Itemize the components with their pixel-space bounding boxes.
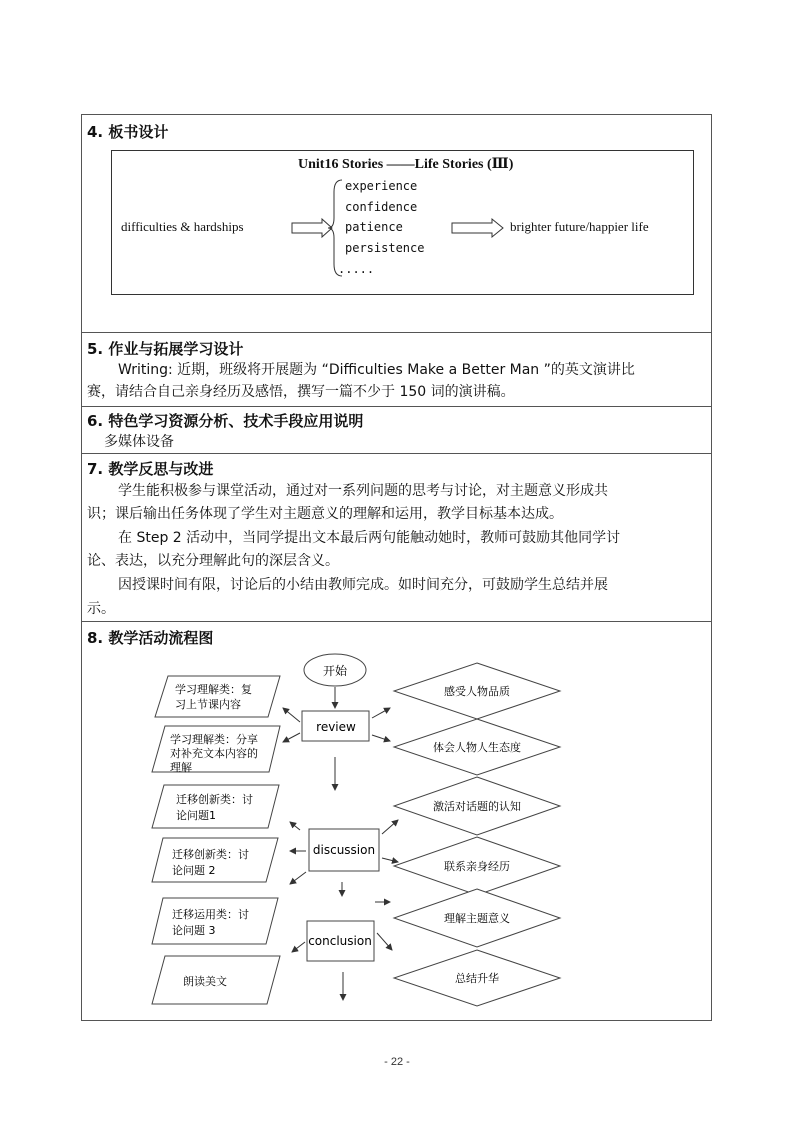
flow-review-label: review bbox=[316, 720, 356, 734]
flow-left-text: 迁移创新类：讨 bbox=[176, 793, 253, 806]
section-8-title: 8. 教学活动流程图 bbox=[87, 629, 214, 647]
reflection-text: 因授课时间有限，讨论后的小结由教师完成。如时间充分，可鼓励学生总结并展 bbox=[118, 577, 608, 593]
flow-left-box bbox=[152, 956, 280, 1004]
flow-diamond-text: 体会人物人生态度 bbox=[433, 741, 521, 754]
flow-conclusion bbox=[307, 921, 374, 961]
flow-left-text: 理解 bbox=[170, 761, 192, 774]
board-title: Unit16 Stories ——Life Stories (Ⅲ) bbox=[298, 157, 514, 172]
board-item: persistence bbox=[345, 241, 425, 255]
flow-left-text: 论问题 3 bbox=[172, 924, 216, 937]
flow-diamond-text: 激活对话题的认知 bbox=[433, 800, 521, 813]
flow-conclusion-label: conclusion bbox=[308, 934, 372, 948]
flow-left-text: 论问题 2 bbox=[172, 864, 216, 877]
section-5-title: 5. 作业与拓展学习设计 bbox=[87, 340, 244, 358]
reflection-text: 在 Step 2 活动中，当同学提出文本最后两句能触动她时，教师可鼓励其他同学讨 bbox=[118, 530, 621, 546]
flow-left-text: 迁移运用类：讨 bbox=[172, 908, 249, 921]
flow-diamond-text: 总结升华 bbox=[455, 972, 499, 985]
flow-left-box bbox=[155, 676, 280, 717]
board-item: patience bbox=[345, 220, 403, 234]
flow-left-text: 习上节课内容 bbox=[175, 698, 241, 711]
flow-left-text: 朗读美文 bbox=[183, 975, 227, 988]
flow-diamond bbox=[394, 719, 560, 775]
flow-diamond bbox=[394, 837, 560, 895]
flow-start-label: 开始 bbox=[322, 664, 348, 678]
reflection-text: 论、表达，以充分理解此句的深层含义。 bbox=[87, 553, 339, 569]
flow-diamond bbox=[394, 950, 560, 1006]
flow-left-text: 迁移创新类：讨 bbox=[172, 848, 249, 861]
board-item: confidence bbox=[345, 200, 418, 214]
resources-text: 多媒体设备 bbox=[104, 434, 174, 450]
homework-text: 赛，请结合自己亲身经历及感悟，撰写一篇不少于 150 词的演讲稿。 bbox=[87, 384, 515, 400]
flow-left-box bbox=[152, 785, 279, 828]
page-number: - 22 - bbox=[384, 1056, 410, 1068]
flow-left-text: 对补充文本内容的 bbox=[170, 747, 258, 760]
flow-left-box bbox=[152, 838, 278, 882]
reflection-text: 识；课后输出任务体现了学生对主题意义的理解和运用，教学目标基本达成。 bbox=[87, 506, 563, 522]
flow-diamond bbox=[394, 889, 560, 947]
board-item: ..... bbox=[338, 262, 375, 276]
reflection-text: 学生能积极参与课堂活动，通过对一系列问题的思考与讨论，对主题意义形成共 bbox=[118, 483, 608, 499]
flow-diamond bbox=[394, 663, 560, 719]
board-left-text: difficulties & hardships bbox=[121, 219, 244, 234]
section-6-title: 6. 特色学习资源分析、技术手段应用说明 bbox=[87, 412, 364, 430]
flow-left-text: 论问题1 bbox=[176, 809, 216, 822]
flow-left-box bbox=[152, 898, 278, 944]
homework-text: Writing: 近期，班级将开展题为 “Difficulties Make a Better Man ”的英文演讲比 bbox=[118, 362, 635, 378]
flow-discussion bbox=[309, 829, 379, 871]
flow-diamond-text: 理解主题意义 bbox=[444, 912, 510, 925]
flow-review bbox=[302, 711, 369, 741]
flow-start bbox=[304, 654, 366, 686]
flow-left-text: 学习理解类：复 bbox=[175, 683, 252, 696]
board-item: experience bbox=[345, 179, 418, 193]
flow-left-text: 学习理解类：分享 bbox=[170, 733, 258, 746]
flow-diamond bbox=[394, 777, 560, 835]
flow-left-box bbox=[152, 726, 280, 774]
flow-diamond-text: 感受人物品质 bbox=[444, 685, 510, 698]
flow-discussion-label: discussion bbox=[312, 843, 376, 857]
board-right-text: brighter future/happier life bbox=[510, 219, 649, 234]
flow-diamond-text: 联系亲身经历 bbox=[444, 860, 510, 873]
section-7-title: 7. 教学反思与改进 bbox=[87, 460, 214, 478]
section-4-title: 4. 板书设计 bbox=[87, 123, 169, 141]
reflection-text: 示。 bbox=[87, 601, 115, 617]
